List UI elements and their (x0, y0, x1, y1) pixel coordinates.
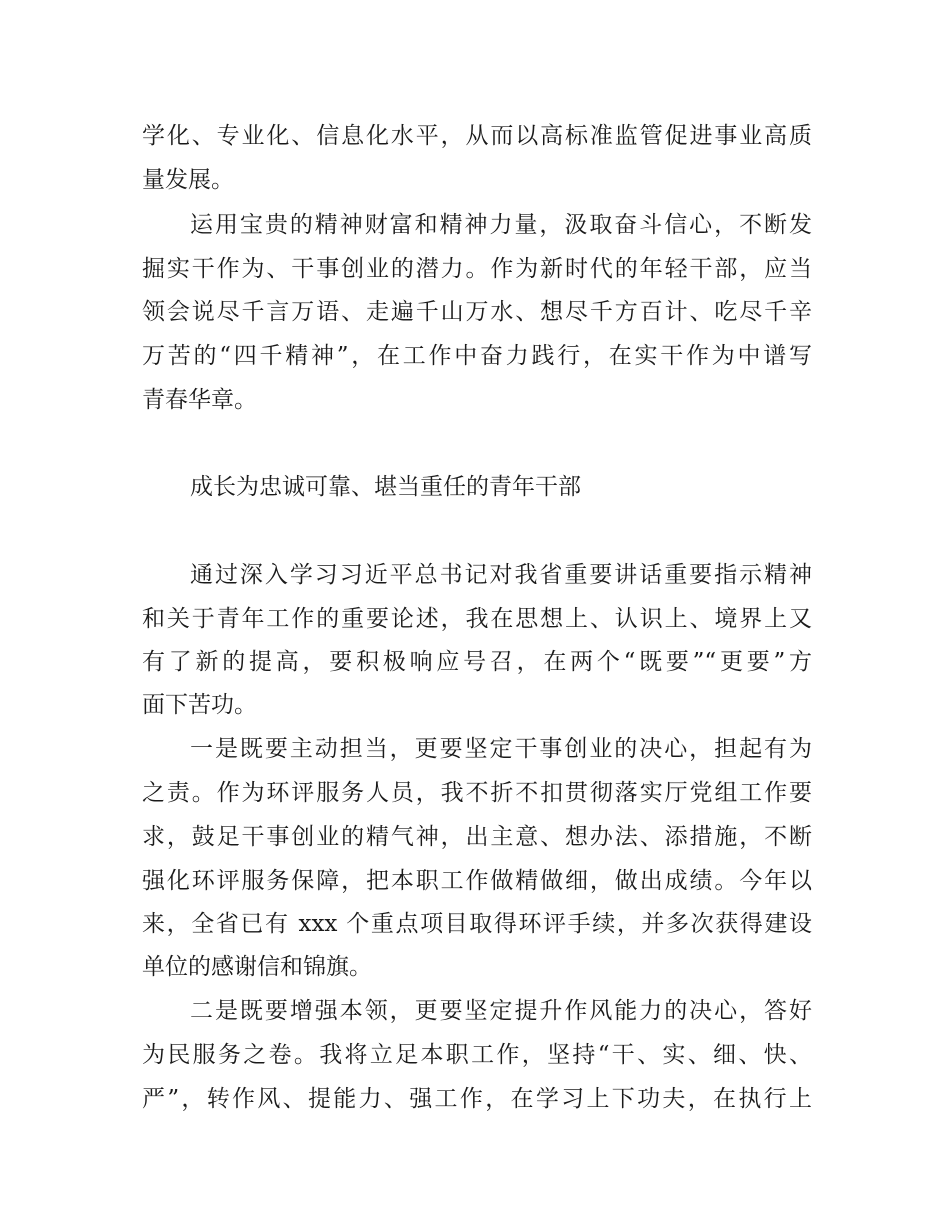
text-line: 严”，转作风、提能力、强工作，在学习上下功夫，在执行上 (142, 1086, 812, 1112)
paragraph-first-line: 一是既要主动担当，更要坚定干事创业的决心，担起有为 (190, 736, 812, 762)
text-line: 来，全省已有 xxx 个重点项目取得环评手续，并多次获得建设 (142, 911, 812, 937)
text-line: 有了新的提高，要积极响应号召，在两个“既要”“更要”方 (142, 649, 812, 675)
text-line: 求，鼓足干事创业的精气神，出主意、想办法、添措施，不断 (142, 824, 812, 850)
section-heading: 成长为忠诚可靠、堪当重任的青年干部 (190, 474, 581, 500)
text-line: 学化、专业化、信息化水平，从而以高标准监管促进事业高质 (142, 123, 812, 149)
text-line: 单位的感谢信和锦旗。 (142, 954, 372, 980)
text-line: 掘实干作为、干事创业的潜力。作为新时代的年轻干部，应当 (142, 256, 812, 282)
text-line: 青春华章。 (142, 387, 257, 413)
text-line: 强化环评服务保障，把本职工作做精做细，做出成绩。今年以 (142, 868, 812, 894)
paragraph-first-line: 运用宝贵的精神财富和精神力量，汲取奋斗信心，不断发 (190, 212, 812, 238)
paragraph-first-line: 通过深入学习习近平总书记对我省重要讲话重要指示精神 (190, 562, 812, 588)
paragraph-first-line: 二是既要增强本领，更要坚定提升作风能力的决心，答好 (190, 998, 812, 1024)
text-line: 为民服务之卷。我将立足本职工作，坚持“干、实、细、快、 (142, 1042, 812, 1068)
text-line: 万苦的“四千精神”，在工作中奋力践行，在实干作为中谱写 (142, 343, 812, 369)
text-line: 领会说尽千言万语、走遍千山万水、想尽千方百计、吃尽千辛 (142, 299, 812, 325)
text-line: 和关于青年工作的重要论述，我在思想上、认识上、境界上又 (142, 606, 812, 632)
text-line: 之责。作为环评服务人员，我不折不扣贯彻落实厅党组工作要 (142, 780, 812, 806)
text-line: 面下苦功。 (142, 692, 257, 718)
text-line: 量发展。 (142, 167, 234, 193)
